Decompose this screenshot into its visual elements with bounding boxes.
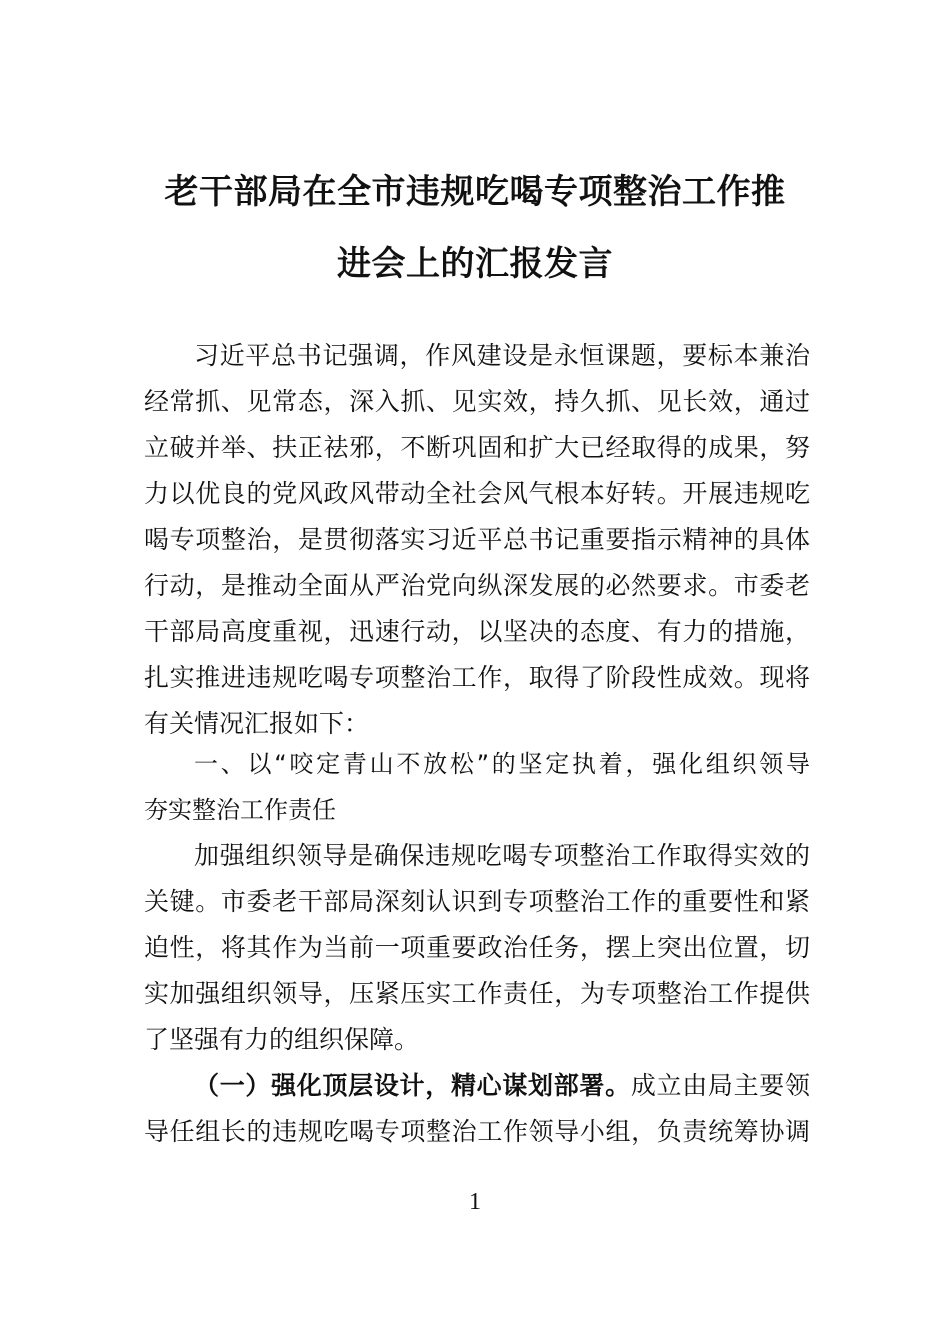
paragraph-line: 扎实推进违规吃喝专项整治工作，取得了阶段性成效。现将 xyxy=(144,663,810,692)
paragraph-line: 经常抓、见常态，深入抓、见实效，持久抓、见长效，通过 xyxy=(144,387,810,416)
paragraph-line: 迫性，将其作为当前一项重要政治任务，摆上突出位置，切 xyxy=(144,933,810,962)
subsection-heading: （一）强化顶层设计，精心谋划部署。 xyxy=(194,1071,631,1100)
paragraph-line: 导任组长的违规吃喝专项整治工作领导小组，负责统筹协调 xyxy=(144,1117,810,1146)
paragraph-line: 实加强组织领导，压紧压实工作责任，为专项整治工作提供 xyxy=(144,979,810,1008)
paragraph-line: 立破并举、扶正祛邪，不断巩固和扩大已经取得的成果，努 xyxy=(144,433,810,462)
paragraph-line: 关键。市委老干部局深刻认识到专项整治工作的重要性和紧 xyxy=(144,887,810,916)
paragraph-line: 喝专项整治，是贯彻落实习近平总书记重要指示精神的具体 xyxy=(144,525,810,554)
paragraph-line: 有关情况汇报如下： xyxy=(144,709,370,738)
subsection-text: 成立由局主要领 xyxy=(630,1071,810,1100)
document-title-line-2: 进会上的汇报发言 xyxy=(337,244,613,284)
section-heading-line-1: 一、以“咬定青山不放松”的坚定执着，强化组织领导 xyxy=(194,750,810,778)
paragraph-line: 了坚强有力的组织保障。 xyxy=(144,1025,420,1054)
page-number: 1 xyxy=(469,1189,481,1215)
section-heading-line-2: 夯实整治工作责任 xyxy=(144,796,336,824)
paragraph-line: 干部局高度重视，迅速行动，以坚决的态度、有力的措施， xyxy=(144,617,810,646)
paragraph-line: 加强组织领导是确保违规吃喝专项整治工作取得实效的 xyxy=(194,841,810,870)
paragraph-line: 力以优良的党风政风带动全社会风气根本好转。开展违规吃 xyxy=(144,479,810,508)
paragraph-line: 行动，是推动全面从严治党向纵深发展的必然要求。市委老 xyxy=(144,571,810,600)
document-title-line-1: 老干部局在全市违规吃喝专项整治工作推 xyxy=(164,172,786,212)
paragraph-line: 习近平总书记强调，作风建设是永恒课题，要标本兼治 xyxy=(194,341,810,370)
subsection-line xyxy=(194,1068,810,1104)
